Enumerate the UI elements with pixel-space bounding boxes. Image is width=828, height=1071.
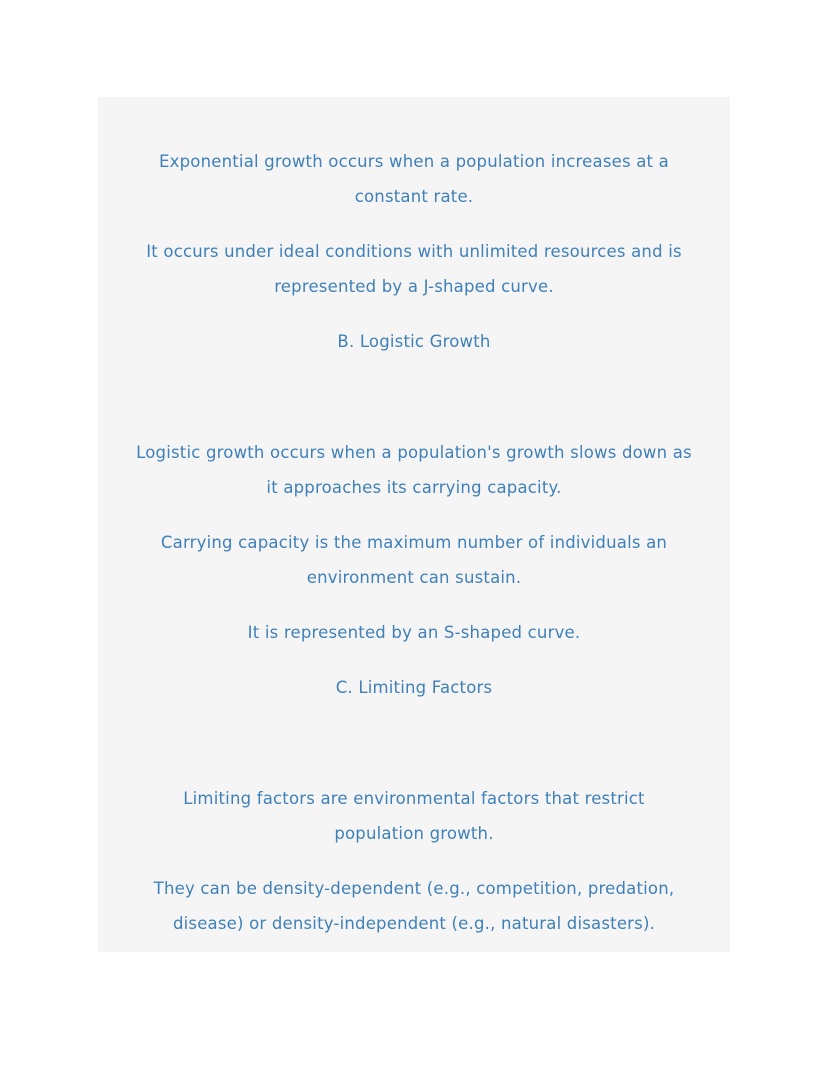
section-heading-limiting-factors: C. Limiting Factors (335, 678, 493, 697)
paragraph-logistic-line-2: it approaches its carrying capacity. (266, 478, 562, 497)
paragraph-density-line-1: They can be density-dependent (e.g., competition, predation, (153, 879, 675, 898)
paragraph-exponential-line-1: Exponential growth occurs when a population increases at a (159, 152, 669, 171)
paragraph-s-curve: It is represented by an S-shaped curve. (247, 623, 581, 642)
paragraph-exponential-line-2: constant rate. (354, 187, 474, 206)
paragraph-limiting-factors-line-1: Limiting factors are environmental factors that restrict (183, 789, 645, 808)
section-heading-logistic-growth: B. Logistic Growth (337, 332, 491, 351)
paragraph-ideal-conditions-line-2: represented by a J-shaped curve. (274, 277, 554, 296)
paragraph-carrying-capacity-line-1: Carrying capacity is the maximum number of individuals an (160, 533, 668, 552)
paragraph-limiting-factors-line-2: population growth. (334, 824, 494, 843)
paragraph-logistic-line-1: Logistic growth occurs when a population's growth slows down as (136, 443, 692, 462)
paragraph-ideal-conditions-line-1: It occurs under ideal conditions with unlimited resources and is (146, 242, 682, 261)
paragraph-density-line-2: disease) or density-independent (e.g., natural disasters). (172, 914, 656, 933)
paragraph-carrying-capacity-line-2: environment can sustain. (306, 568, 522, 587)
